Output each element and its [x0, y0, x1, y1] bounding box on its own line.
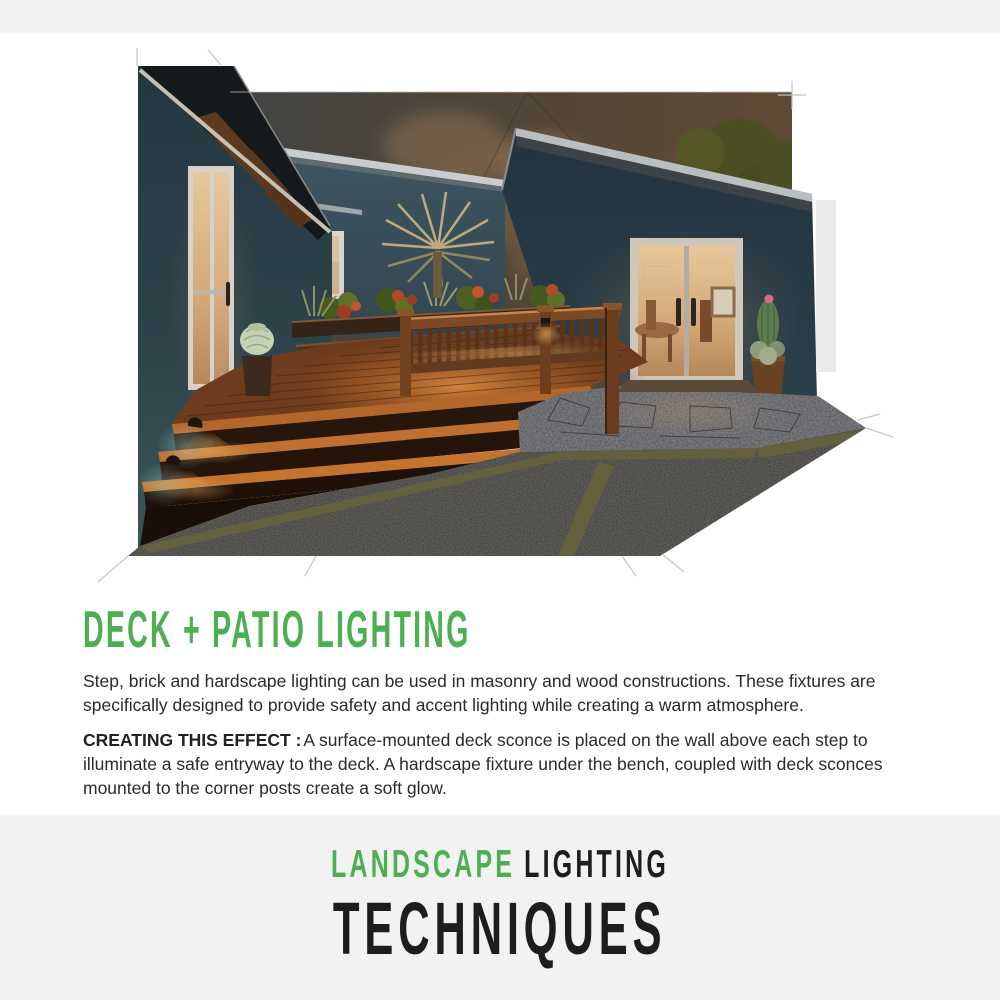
footer-techniques: TECHNIQUES: [333, 887, 667, 970]
footer-title-line2: [0, 887, 1000, 970]
section-copy: [83, 601, 925, 812]
footer-title-line1: [0, 841, 1000, 889]
door-threshold: [618, 380, 758, 392]
effect-text: A surface-mounted deck sconce is placed on the wall above each step to illuminate a safe entryway to the deck. A hardscape fixture under the bench, coupled with deck sconces mounted to the corner posts create a soft glow.: [83, 729, 883, 798]
footer-band: [0, 815, 1000, 1000]
section-heading: DECK + PATIO LIGHTING: [83, 601, 471, 659]
potted-cactus-left: [240, 323, 274, 396]
effect-paragraph: [83, 729, 925, 801]
entry-glass-door: [188, 166, 234, 390]
footer-word-lighting: LIGHTING: [524, 843, 669, 886]
intro-paragraph: Step, brick and hardscape lighting can be used in masonry and wood constructions. These fixtures are specifically designed to provide safety and accent lighting while creating a warm atmosphere.: [83, 671, 876, 715]
page-title: [83, 601, 925, 659]
effect-label: CREATING THIS EFFECT :: [83, 729, 302, 750]
page-edge-panel: [816, 200, 836, 372]
footer-word-landscape: LANDSCAPE: [331, 843, 516, 886]
